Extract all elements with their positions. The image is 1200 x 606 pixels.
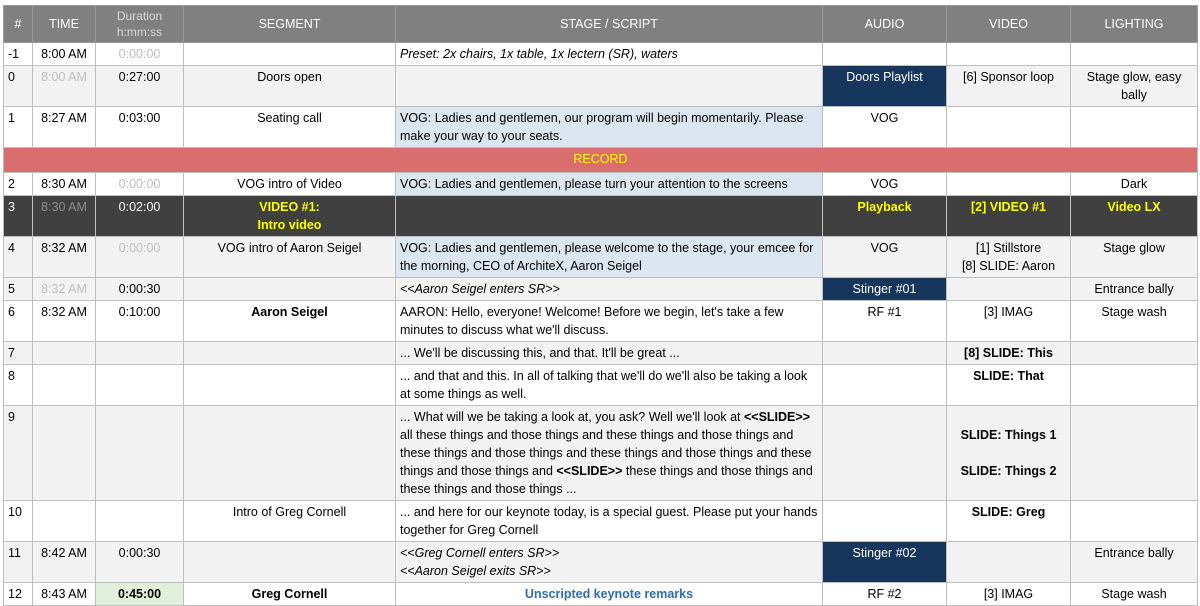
table-row	[4, 301, 1198, 342]
table-row-video	[4, 196, 1198, 237]
cell-audio[interactable]: VOG	[823, 173, 947, 196]
cell-audio[interactable]: Stinger #01	[823, 278, 947, 301]
cell-duration[interactable]: 0:03:00	[96, 107, 184, 148]
cell-lighting[interactable]: Dark	[1071, 173, 1198, 196]
cell-duration[interactable]: 0:00:00	[96, 237, 184, 278]
slide-cue-1: <<SLIDE>>	[743, 410, 810, 424]
cell-num[interactable]: 2	[4, 173, 33, 196]
header-segment[interactable]: SEGMENT	[184, 6, 396, 43]
cell-stage[interactable]: VOG: Ladies and gentlemen, please welcome to the stage, your emcee for the morning, CEO of ArchiteX, Aaron Seigel	[396, 237, 823, 278]
cell-segment[interactable]: VOG intro of Aaron Seigel	[184, 237, 396, 278]
cell-num[interactable]: 0	[4, 66, 33, 107]
cell-video[interactable]: [8] SLIDE: This	[947, 342, 1071, 365]
cell-time[interactable]: 8:30 AM	[33, 196, 96, 237]
header-duration[interactable]	[96, 6, 184, 43]
header-num[interactable]: #	[4, 6, 33, 43]
cell-duration[interactable]	[96, 406, 184, 501]
table-row	[4, 278, 1198, 301]
cell-lighting[interactable]	[1071, 406, 1198, 501]
cell-stage[interactable]: ... and that and this. In all of talking that we'll do we'll also be taking a look at some things as well.	[396, 365, 823, 406]
cell-video[interactable]: [3] IMAG	[947, 301, 1071, 342]
table-row	[4, 583, 1198, 606]
record-row	[4, 148, 1198, 173]
cell-stage[interactable]: ... We'll be discussing this, and that. It'll be great ...	[396, 342, 823, 365]
cell-video[interactable]	[947, 542, 1071, 583]
cell-time[interactable]: 8:00 AM	[33, 43, 96, 66]
cell-video[interactable]: [6] Sponsor loop	[947, 66, 1071, 107]
cell-duration[interactable]: 0:10:00	[96, 301, 184, 342]
cell-audio[interactable]: VOG	[823, 107, 947, 148]
header-lighting[interactable]: LIGHTING	[1071, 6, 1198, 43]
cell-audio[interactable]	[823, 43, 947, 66]
cell-audio[interactable]: Playback	[823, 196, 947, 237]
cell-duration[interactable]	[96, 501, 184, 542]
header-time[interactable]: TIME	[33, 6, 96, 43]
cell-num[interactable]: 1	[4, 107, 33, 148]
stage-line1: <<Greg Cornell enters SR>>	[400, 546, 560, 560]
cell-video[interactable]: SLIDE: Greg	[947, 501, 1071, 542]
header-stage-script[interactable]: STAGE / SCRIPT	[396, 6, 823, 43]
cell-lighting[interactable]	[1071, 365, 1198, 406]
cell-num[interactable]: 6	[4, 301, 33, 342]
cell-audio[interactable]	[823, 406, 947, 501]
cell-duration[interactable]: 0:00:00	[96, 43, 184, 66]
cell-time[interactable]	[33, 501, 96, 542]
cell-time[interactable]: 8:32 AM	[33, 278, 96, 301]
cell-segment[interactable]	[184, 365, 396, 406]
cell-num[interactable]: 3	[4, 196, 33, 237]
cell-lighting[interactable]: Stage wash	[1071, 301, 1198, 342]
cell-stage[interactable]: AARON: Hello, everyone! Welcome! Before we begin, let's take a few minutes to discuss what we'll discuss.	[396, 301, 823, 342]
cell-lighting[interactable]	[1071, 501, 1198, 542]
video-line1: [1] Stillstore	[975, 241, 1042, 255]
video-cue-1: SLIDE: Things 1	[960, 428, 1057, 442]
cell-segment[interactable]	[184, 542, 396, 583]
cell-audio[interactable]	[823, 365, 947, 406]
cell-stage[interactable]	[396, 196, 823, 237]
cell-segment[interactable]	[184, 342, 396, 365]
video-gap	[951, 408, 1066, 426]
cell-stage[interactable]: VOG: Ladies and gentlemen, our program will begin momentarily. Please make your way to your seats.	[396, 107, 823, 148]
cell-lighting[interactable]: Entrance bally	[1071, 278, 1198, 301]
segment-line1: VIDEO #1:	[259, 200, 320, 214]
cell-stage[interactable]	[396, 406, 823, 501]
cell-num[interactable]: 9	[4, 406, 33, 501]
cell-segment[interactable]: Greg Cornell	[184, 583, 396, 606]
cell-num[interactable]: 5	[4, 278, 33, 301]
table-row	[4, 66, 1198, 107]
cell-time[interactable]: 8:27 AM	[33, 107, 96, 148]
header-duration-line2: h:mm:ss	[116, 25, 163, 39]
header-audio[interactable]: AUDIO	[823, 6, 947, 43]
cell-segment[interactable]	[184, 196, 396, 237]
cell-video[interactable]: [3] IMAG	[947, 583, 1071, 606]
cell-lighting[interactable]: Video LX	[1071, 196, 1198, 237]
cell-video[interactable]: [2] VIDEO #1	[947, 196, 1071, 237]
video-gap	[951, 444, 1066, 462]
cell-lighting[interactable]: Stage glow	[1071, 237, 1198, 278]
cell-num[interactable]: 11	[4, 542, 33, 583]
cell-duration[interactable]: 0:02:00	[96, 196, 184, 237]
cell-time[interactable]	[33, 342, 96, 365]
cell-segment[interactable]: VOG intro of Video	[184, 173, 396, 196]
header-duration-line1: Duration	[116, 9, 163, 23]
cell-stage[interactable]: Unscripted keynote remarks	[396, 583, 823, 606]
cell-segment[interactable]	[184, 43, 396, 66]
cell-num[interactable]: 7	[4, 342, 33, 365]
cell-duration[interactable]: 0:00:30	[96, 278, 184, 301]
cell-time[interactable]: 8:43 AM	[33, 583, 96, 606]
table-row	[4, 173, 1198, 196]
cell-duration[interactable]: 0:27:00	[96, 66, 184, 107]
cell-segment[interactable]: Seating call	[184, 107, 396, 148]
stage-text-c: these things and those things and these things and those things ...	[400, 464, 813, 496]
segment-line2: Intro video	[257, 218, 322, 232]
cell-duration[interactable]	[96, 365, 184, 406]
stage-text-b: all these things and those things and these things and those things and these things and those things and these things and those things and these things and those things and	[400, 428, 812, 478]
cell-duration[interactable]	[96, 342, 184, 365]
cell-audio[interactable]	[823, 501, 947, 542]
table-row	[4, 501, 1198, 542]
cell-time[interactable]: 8:30 AM	[33, 173, 96, 196]
cell-audio[interactable]: RF #1	[823, 301, 947, 342]
cell-audio[interactable]	[823, 342, 947, 365]
header-row	[4, 6, 1198, 43]
cell-video[interactable]	[947, 43, 1071, 66]
cell-time[interactable]: 8:00 AM	[33, 66, 96, 107]
cell-audio[interactable]: RF #2	[823, 583, 947, 606]
cell-time[interactable]: 8:32 AM	[33, 237, 96, 278]
cell-time[interactable]: 8:32 AM	[33, 301, 96, 342]
cell-num[interactable]: 4	[4, 237, 33, 278]
table-row	[4, 542, 1198, 583]
stage-line2: <<Aaron Seigel exits SR>>	[400, 564, 551, 578]
table-row	[4, 342, 1198, 365]
cell-segment[interactable]: Doors open	[184, 66, 396, 107]
cell-lighting[interactable]	[1071, 342, 1198, 365]
cell-stage[interactable]: <<Aaron Seigel enters SR>>	[396, 278, 823, 301]
cell-video[interactable]	[947, 173, 1071, 196]
cell-audio[interactable]: Doors Playlist	[823, 66, 947, 107]
cell-lighting[interactable]: Stage wash	[1071, 583, 1198, 606]
cell-video[interactable]	[947, 278, 1071, 301]
cell-lighting[interactable]: Entrance bally	[1071, 542, 1198, 583]
cell-segment[interactable]	[184, 278, 396, 301]
cell-audio[interactable]: VOG	[823, 237, 947, 278]
cell-duration[interactable]: 0:45:00	[96, 583, 184, 606]
cell-video[interactable]	[947, 406, 1071, 501]
cell-stage[interactable]: VOG: Ladies and gentlemen, please turn your attention to the screens	[396, 173, 823, 196]
record-banner[interactable]: RECORD	[4, 148, 1198, 173]
table-row	[4, 107, 1198, 148]
stage-text-a: ... What will we be taking a look at, you ask? Well we'll look at	[400, 410, 744, 424]
rundown-table	[3, 5, 1198, 606]
cell-stage[interactable]: ... and here for our keynote today, is a special guest. Please put your hands together for Greg Cornell	[396, 501, 823, 542]
table-row	[4, 365, 1198, 406]
cell-num[interactable]: -1	[4, 43, 33, 66]
cell-duration[interactable]: 0:00:00	[96, 173, 184, 196]
cell-time[interactable]: 8:42 AM	[33, 542, 96, 583]
cell-stage[interactable]: Preset: 2x chairs, 1x table, 1x lectern (SR), waters	[396, 43, 823, 66]
cell-time[interactable]	[33, 406, 96, 501]
cell-segment[interactable]: Aaron Seigel	[184, 301, 396, 342]
video-cue-2: SLIDE: Things 2	[960, 464, 1057, 478]
cell-stage[interactable]	[396, 66, 823, 107]
cell-video[interactable]	[947, 107, 1071, 148]
slide-cue-2: <<SLIDE>>	[556, 464, 623, 478]
cell-num[interactable]: 12	[4, 583, 33, 606]
cell-audio[interactable]: Stinger #02	[823, 542, 947, 583]
cell-video[interactable]: SLIDE: That	[947, 365, 1071, 406]
header-video[interactable]: VIDEO	[947, 6, 1071, 43]
cell-num[interactable]: 8	[4, 365, 33, 406]
cell-video[interactable]	[947, 237, 1071, 278]
cell-segment[interactable]	[184, 406, 396, 501]
table-row	[4, 406, 1198, 501]
table-row	[4, 237, 1198, 278]
cell-num[interactable]: 10	[4, 501, 33, 542]
video-line2: [8] SLIDE: Aaron	[961, 259, 1056, 273]
cell-duration[interactable]: 0:00:30	[96, 542, 184, 583]
table-row	[4, 43, 1198, 66]
cell-stage[interactable]	[396, 542, 823, 583]
cell-lighting[interactable]	[1071, 43, 1198, 66]
cell-lighting[interactable]: Stage glow, easy bally	[1071, 66, 1198, 107]
cell-segment[interactable]: Intro of Greg Cornell	[184, 501, 396, 542]
cell-lighting[interactable]	[1071, 107, 1198, 148]
cell-time[interactable]	[33, 365, 96, 406]
